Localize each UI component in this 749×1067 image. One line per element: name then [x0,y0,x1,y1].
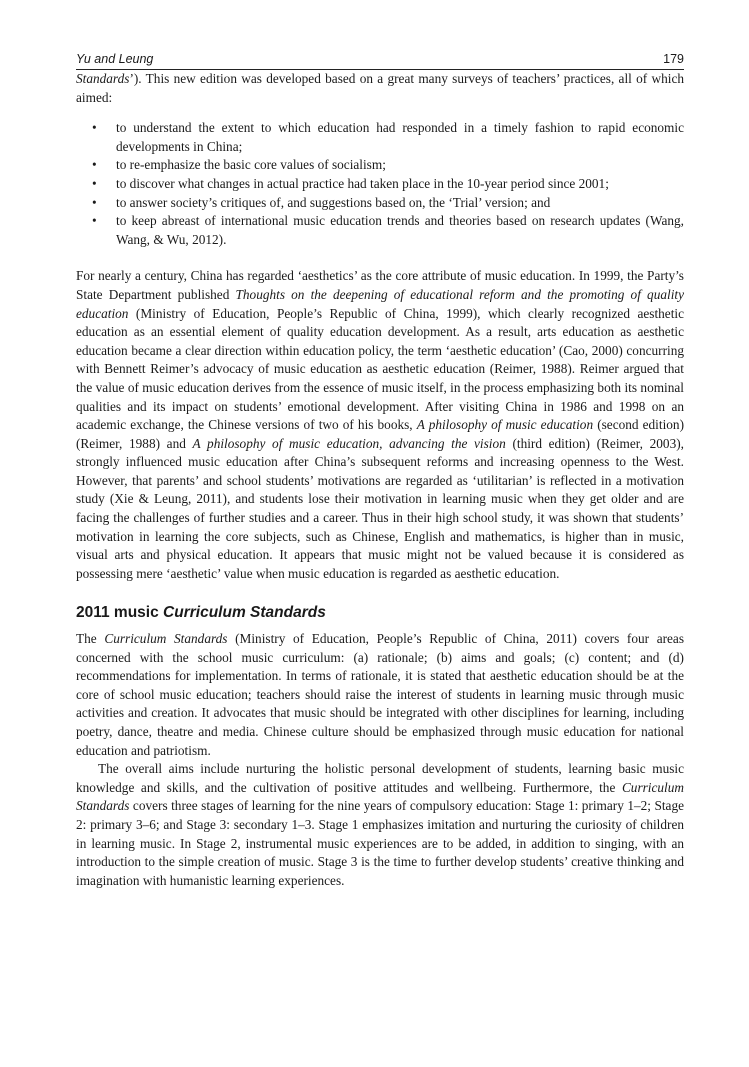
italic-title: A philosophy of music education, advancing the vision [192,435,506,451]
bullet-icon: • [92,213,97,229]
paragraph-text: (Ministry of Education, People’s Republic of China, 2011) covers four areas concerned with the school music curriculum: (a) rationale; (b) aims and goals; (c) content; and (d) recommendations for implementation. In terms of rationale, it is stated that aesthetic education should be at the core of school music education; teachers should raise the interest of students in learning music through music activities and creation. It advocates that music should be integrated with other disciplines for learning, including poetry, dance, theatre and media. Chinese culture should be emphasized through music education for national education and patriotism. [76,631,685,758]
paragraph-text: The [76,631,105,647]
paragraph-text: (second edition) (Reimer, 1988) and [76,417,684,451]
heading-text: 2011 music [76,604,164,622]
list-item-text: to keep abreast of international music education trends and theories based on research updates (Wang, Wang, & Wu, 2012). [116,213,684,247]
section-heading [76,604,684,623]
list-item-text: to discover what changes in actual practice had taken place in the 10-year period since 2001; [116,175,609,191]
paragraph-text: covers three stages of learning for the nine years of compulsory education: Stage 1: primary 1–2; Stage 2: primary 3–6; and Stage 3: secondary 1–3. Stage 1 emphasizes imitation and nurturing the curiosity of children in learning music. In Stage 2, instrumental music experiences are to be added, in addition to singing, with an introduction to the simple creation of music. Stage 3 is the time to further develop students’ creative thinking and imagination with humanistic learning experiences. [76,798,684,888]
heading-italic-text: Curriculum Standards [163,604,326,622]
curriculum-paragraph [76,630,684,760]
paragraph-text: ’). This new edition was developed based on a great many surveys of teachers’ practices, all of which aimed: [76,71,684,105]
bullet-icon: • [92,175,97,191]
italic-title: Curriculum Standards [104,631,228,647]
aims-paragraph [76,760,684,890]
list-item [76,156,684,175]
list-item [76,212,684,249]
list-item [76,119,684,156]
list-item-text: to understand the extent to which education had responded in a timely fashion to rapid economic developments in China; [116,120,684,154]
aesthetics-paragraph [76,267,684,583]
bullet-icon: • [92,157,97,173]
running-header [76,52,684,70]
paragraph-text: (Ministry of Education, People’s Republic of China, 1999), which clearly recognized aesthetic education as an essential element of quality education development. As a result, arts education as aesthetic education became a clear direction within education policy, the term ‘aesthetic education’ (Cao, 2000) concurring with Bennett Reimer’s advocacy of music education as aesthetic education (Reimer, 1988). Reimer argued that the value of music education derives from the essence of music itself, in the process emphasizing both its nominal qualities and its impact on students’ emotional development. After visiting China in 1986 and 1998 on an academic exchange, the Chinese versions of two of his books, [76,305,684,433]
page-number: 179 [663,52,684,66]
continuation-paragraph [76,70,684,107]
list-item-text: to answer society’s critiques of, and suggestions based on, the ‘Trial’ version; and [116,194,551,210]
italic-title: Standards [76,71,130,86]
article-body [76,70,684,890]
italic-title: Curriculum Standards [76,779,684,814]
italic-title: Thoughts on the deepening of educational reform and the promoting of quality education [76,286,684,321]
aims-list [76,119,684,249]
running-title: Yu and Leung [76,52,154,66]
list-item [76,194,684,213]
list-item-text: to re-emphasize the basic core values of socialism; [116,157,386,173]
bullet-icon: • [92,120,97,136]
paragraph-text: For nearly a century, China has regarded ‘aesthetics’ as the core attribute of music education. In 1999, the Party’s State Department published [76,268,684,302]
bullet-icon: • [92,194,97,210]
paragraph-text: The overall aims include nurturing the holistic personal development of students, learning basic music knowledge and skills, and the cultivation of positive attitudes and wellbeing. Furthermore, the [76,761,684,795]
list-item [76,175,684,194]
journal-page [76,52,684,890]
italic-title: A philosophy of music education [416,417,594,433]
paragraph-text: (third edition) (Reimer, 2003), strongly influenced music education after China’s subsequent reforms and increasing openness to the West. However, that parents’ and school students’ motivations are regarded as ‘utilitarian’ is reflected in a motivation study (Xie & Leung, 2011), and students lose their motivation in learning music when they get older and are facing the challenges of further studies and a career. Thus in their high school study, it was shown that students’ motivation in learning the core subjects, such as Chinese, English and mathematics, is higher than in music, visual arts and physical education. It appears that music might not be valued because it is considered as possessing mere ‘aesthetic’ value when music education is regarded as aesthetic education. [76,435,684,581]
